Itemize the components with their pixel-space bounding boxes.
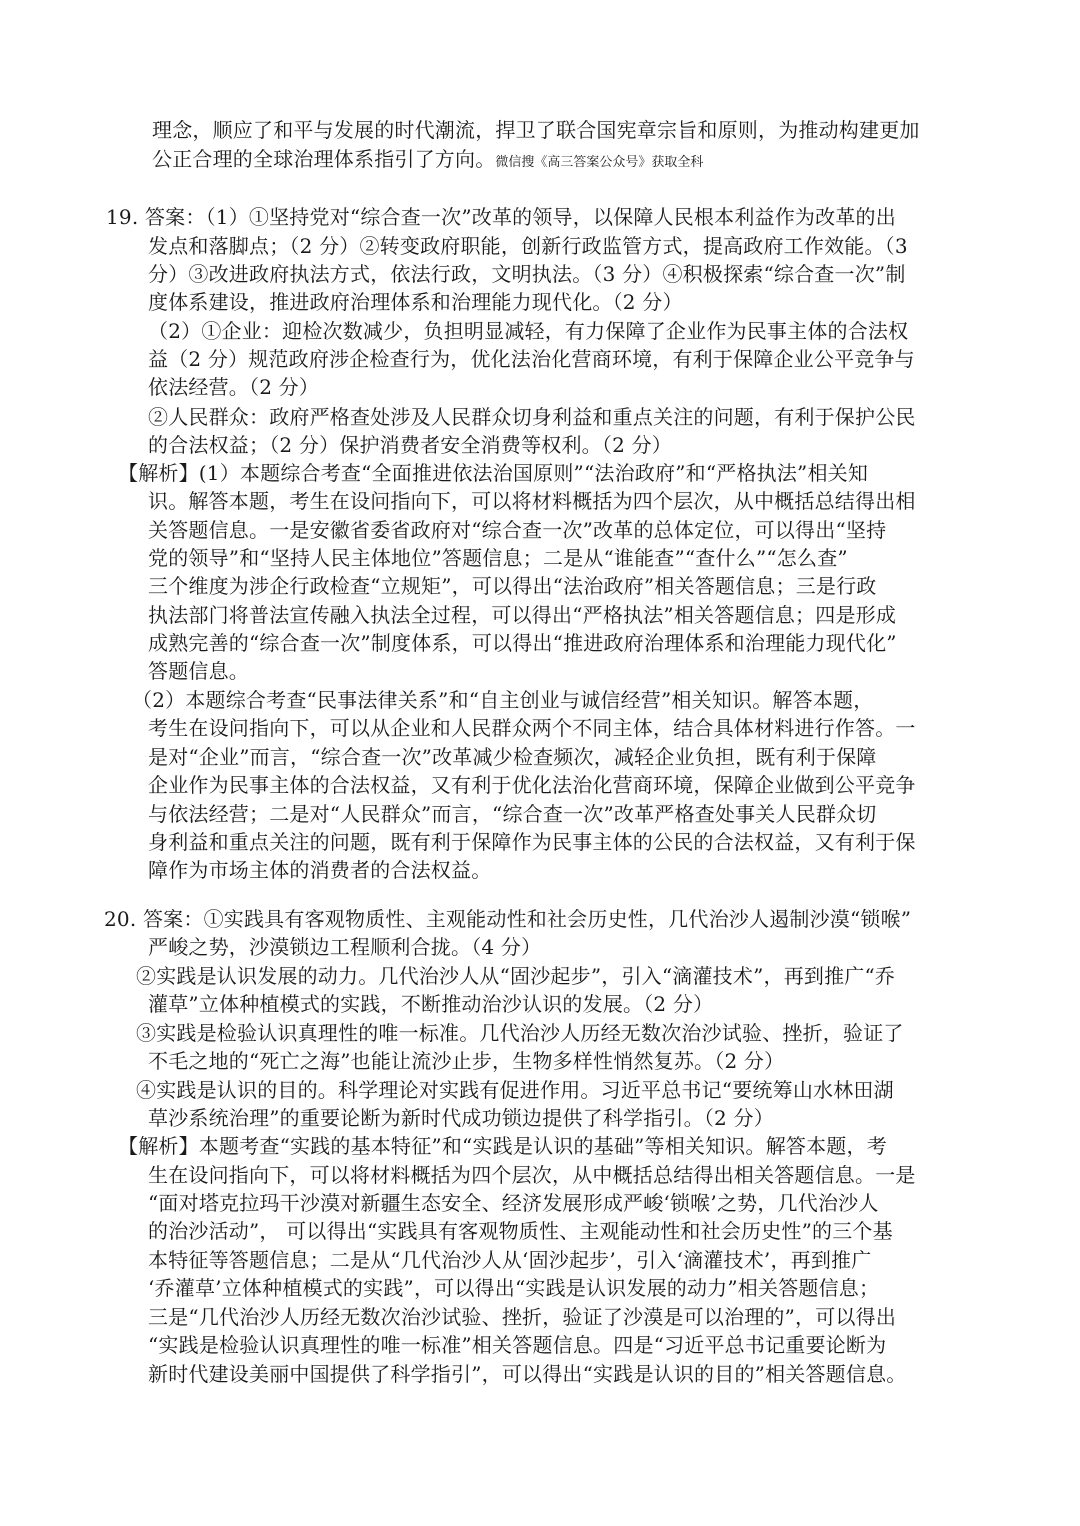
q19-analysis-line: 关答题信息。一是安徽省委省政府对“综合查一次”改革的总体定位，可以得出“坚持 bbox=[148, 518, 887, 542]
q20-answer-line: ③实践是检验认识真理性的唯一标准。几代治沙人历经无数次治沙试验、挫折，验证了 bbox=[136, 1021, 904, 1045]
q20-analysis-line: “面对塔克拉玛干沙漠对新疆生态安全、经济发展形成严峻‘锁喉’之势，几代治沙人 bbox=[148, 1191, 879, 1215]
q20-answer-line: 不毛之地的“死亡之海”也能让流沙止步，生物多样性悄然复苏。（2 分） bbox=[148, 1049, 785, 1073]
q19-answer-line: ②人民群众：政府严格查处涉及人民群众切身利益和重点关注的问题，有利于保护公民 bbox=[148, 405, 916, 429]
q19-analysis-line: 答题信息。 bbox=[148, 659, 249, 683]
q20-analysis-line: ‘乔灌草’立体种植模式的实践”，可以得出“实践是认识发展的动力”相关答题信息； bbox=[148, 1276, 880, 1300]
q19-analysis-line: （2）本题综合考查“民事法律关系”和“自主创业与诚信经营”相关知识。解答本题， bbox=[132, 688, 874, 712]
q19-analysis-line: 障作为市场主体的消费者的合法权益。 bbox=[148, 858, 492, 882]
q19-answer-line: 度体系建设，推进政府治理体系和治理能力现代化。（2 分） bbox=[148, 290, 683, 314]
intro-line-1: 理念，顺应了和平与发展的时代潮流，捍卫了联合国宪章宗旨和原则，为推动构建更加 bbox=[152, 118, 920, 142]
intro-line-2 bbox=[152, 145, 703, 177]
watermark-text: 微信搜《高三答案公众号》获取全科 bbox=[495, 155, 704, 170]
q19-analysis-line: 是对“企业”而言，“综合查一次”改革减少检查频次，减轻企业负担，既有利于保障 bbox=[148, 745, 877, 769]
q19-answer-line: 的合法权益；（2 分）保护消费者安全消费等权利。（2 分） bbox=[148, 433, 672, 457]
q19-answer-line: 分）③改进政府执法方式，依法行政，文明执法。（3 分）④积极探索“综合查一次”制 bbox=[148, 262, 906, 286]
q19-answer-line: 发点和落脚点；（2 分）②转变政府职能，创新行政监管方式，提高政府工作效能。（3 bbox=[148, 234, 908, 258]
q20-analysis-line: “实践是检验认识真理性的唯一标准”相关答题信息。四是“习近平总书记重要论断为 bbox=[148, 1333, 887, 1357]
q19-analysis-line: 成熟完善的“综合查一次”制度体系，可以得出“推进政府治理体系和治理能力现代化” bbox=[148, 631, 897, 655]
q19-analysis-line: 考生在设问指向下，可以从企业和人民群众两个不同主体，结合具体材料进行作答。一 bbox=[148, 716, 916, 740]
q20-analysis-line: 本特征等答题信息；二是从“几代治沙人从‘固沙起步’，引入‘滴灌技术’，再到推广 bbox=[148, 1248, 872, 1272]
q20-answer-line: 灌草”立体种植模式的实践，不断推动治沙认识的发展。（2 分） bbox=[148, 992, 714, 1016]
q20-analysis-line: 三是“几代治沙人历经无数次治沙试验、挫折，验证了沙漠是可以治理的”，可以得出 bbox=[148, 1305, 897, 1329]
q19-analysis-line: 识。解答本题，考生在设问指向下，可以将材料概括为四个层次，从中概括总结得出相 bbox=[148, 489, 916, 513]
q20-analysis-line: 【解析】本题考查“实践的基本特征”和“实践是认识的基础”等相关知识。解答本题，考 bbox=[118, 1134, 887, 1158]
q20-answer-line: 20. 答案：①实践具有客观物质性、主观能动性和社会历史性，几代治沙人遏制沙漠“锁喉” bbox=[104, 907, 912, 931]
q20-answer-line: 草沙系统治理”的重要论断为新时代成功锁边提供了科学指引。（2 分） bbox=[148, 1106, 774, 1130]
q19-analysis-line: 身利益和重点关注的问题，既有利于保障作为民事主体的公民的合法权益，又有利于保 bbox=[148, 830, 916, 854]
q20-answer-line: ②实践是认识发展的动力。几代治沙人从“固沙起步”，引入“滴灌技术”，再到推广“乔 bbox=[136, 964, 896, 988]
q19-analysis-line: 三个维度为涉企行政检查“立规矩”，可以得出“法治政府”相关答题信息；三是行政 bbox=[148, 574, 877, 598]
q19-analysis-line: 企业作为民事主体的合法权益，又有利于优化法治化营商环境，保障企业做到公平竞争 bbox=[148, 773, 916, 797]
q20-analysis-line: 生在设问指向下，可以将材料概括为四个层次，从中概括总结得出相关答题信息。一是 bbox=[148, 1163, 916, 1187]
q20-analysis-line: 的治沙活动”， 可以得出“实践具有客观物质性、主观能动性和社会历史性”的三个基 bbox=[148, 1219, 893, 1243]
q20-analysis-line: 新时代建设美丽中国提供了科学指引”，可以得出“实践是认识的目的”相关答题信息。 bbox=[148, 1362, 907, 1386]
q19-analysis-line: 党的领导”和“坚持人民主体地位”答题信息；二是从“谁能查”“查什么”“怎么查” bbox=[148, 546, 848, 570]
intro-line-2-text: 公正合理的全球治理体系指引了方向。 bbox=[152, 147, 496, 171]
q20-answer-line: 严峻之势，沙漠锁边工程顺利合拢。（4 分） bbox=[148, 935, 542, 959]
q19-answer-line: 19. 答案：（1）①坚持党对“综合查一次”改革的领导，以保障人民根本利益作为改革的出 bbox=[106, 205, 896, 229]
q20-answer-line: ④实践是认识的目的。科学理论对实践有促进作用。习近平总书记“要统筹山水林田湖 bbox=[136, 1078, 894, 1102]
q19-analysis-line: 与依法经营；二是对“人民群众”而言，“综合查一次”改革严格查处事关人民群众切 bbox=[148, 802, 877, 826]
q19-analysis-line: 【解析】(1）本题综合考查“全面推进依法治国原则”“法治政府”和“严格执法”相关知 bbox=[118, 461, 869, 485]
q19-answer-line: （2）①企业：迎检次数减少，负担明显减轻，有力保障了企业作为民事主体的合法权 bbox=[148, 319, 909, 343]
q19-analysis-line: 执法部门将普法宣传融入执法全过程，可以得出“严格执法”相关答题信息；四是形成 bbox=[148, 603, 897, 627]
q19-answer-line: 益（2 分）规范政府涉企检查行为，优化法治化营商环境，有利于保障企业公平竞争与 bbox=[148, 347, 915, 371]
q19-answer-line: 依法经营。（2 分） bbox=[148, 375, 320, 399]
